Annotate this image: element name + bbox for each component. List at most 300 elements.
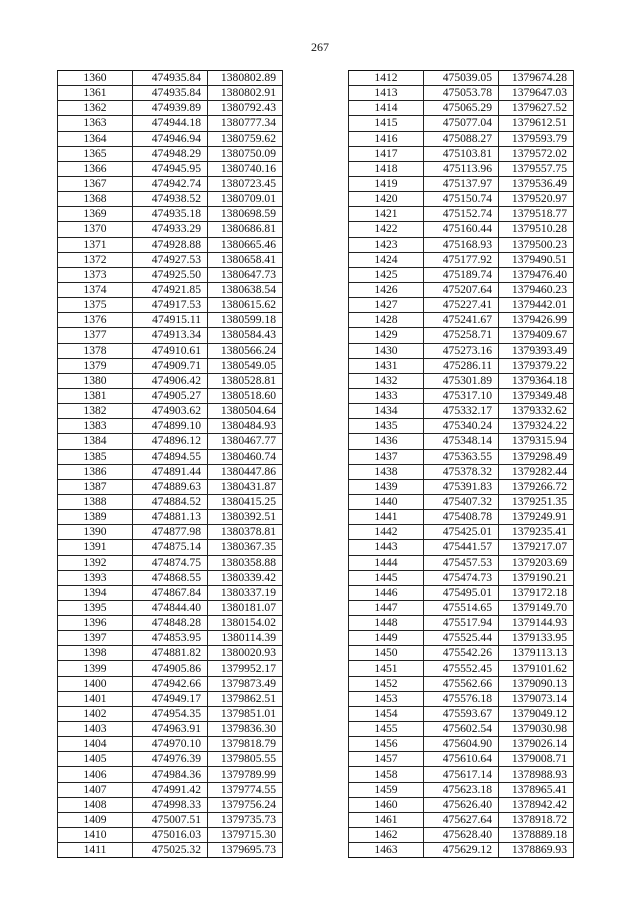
y-coordinate-cell: 1379805.55 [208, 752, 283, 767]
x-coordinate-cell: 474970.10 [133, 737, 208, 752]
x-coordinate-cell: 475340.24 [424, 419, 499, 434]
y-coordinate-cell: 1378965.41 [499, 782, 574, 797]
y-coordinate-cell: 1379030.98 [499, 722, 574, 737]
point-number-cell: 1395 [58, 600, 133, 615]
table-row [58, 237, 283, 252]
table-row [349, 464, 574, 479]
table-row [349, 510, 574, 525]
table-row [349, 525, 574, 540]
point-number-cell: 1438 [349, 464, 424, 479]
y-coordinate-cell: 1379612.51 [499, 116, 574, 131]
y-coordinate-cell: 1379510.28 [499, 222, 574, 237]
table-row [349, 479, 574, 494]
x-coordinate-cell: 474935.84 [133, 71, 208, 86]
table-row [58, 267, 283, 282]
table-row [349, 494, 574, 509]
y-coordinate-cell: 1379349.48 [499, 388, 574, 403]
table-row [349, 691, 574, 706]
x-coordinate-cell: 475152.74 [424, 207, 499, 222]
y-coordinate-cell: 1380460.74 [208, 449, 283, 464]
x-coordinate-cell: 474939.89 [133, 101, 208, 116]
table-row [58, 131, 283, 146]
y-coordinate-cell: 1378869.93 [499, 843, 574, 858]
table-row [58, 737, 283, 752]
x-coordinate-cell: 474903.62 [133, 404, 208, 419]
point-number-cell: 1461 [349, 812, 424, 827]
point-number-cell: 1455 [349, 722, 424, 737]
table-row [349, 146, 574, 161]
point-number-cell: 1431 [349, 358, 424, 373]
x-coordinate-cell: 475525.44 [424, 631, 499, 646]
x-coordinate-cell: 475593.67 [424, 706, 499, 721]
table-row [58, 343, 283, 358]
x-coordinate-cell: 474867.84 [133, 585, 208, 600]
point-number-cell: 1426 [349, 282, 424, 297]
x-coordinate-cell: 475552.45 [424, 661, 499, 676]
x-coordinate-cell: 475301.89 [424, 373, 499, 388]
x-coordinate-cell: 475363.55 [424, 449, 499, 464]
y-coordinate-cell: 1379332.62 [499, 404, 574, 419]
table-row [349, 843, 574, 858]
table-row [349, 449, 574, 464]
y-coordinate-cell: 1379133.95 [499, 631, 574, 646]
x-coordinate-cell: 475065.29 [424, 101, 499, 116]
point-number-cell: 1428 [349, 313, 424, 328]
table-row [58, 722, 283, 737]
x-coordinate-cell: 474875.14 [133, 540, 208, 555]
x-coordinate-cell: 475053.78 [424, 86, 499, 101]
y-coordinate-cell: 1379026.14 [499, 737, 574, 752]
point-number-cell: 1366 [58, 161, 133, 176]
point-number-cell: 1398 [58, 646, 133, 661]
point-number-cell: 1408 [58, 797, 133, 812]
coordinates-table-left [57, 70, 283, 858]
y-coordinate-cell: 1380740.16 [208, 161, 283, 176]
point-number-cell: 1383 [58, 419, 133, 434]
x-coordinate-cell: 475629.12 [424, 843, 499, 858]
point-number-cell: 1414 [349, 101, 424, 116]
x-coordinate-cell: 474905.27 [133, 388, 208, 403]
x-coordinate-cell: 474909.71 [133, 358, 208, 373]
point-number-cell: 1405 [58, 752, 133, 767]
y-coordinate-cell: 1379862.51 [208, 691, 283, 706]
y-coordinate-cell: 1379756.24 [208, 797, 283, 812]
point-number-cell: 1377 [58, 328, 133, 343]
table-row [349, 752, 574, 767]
point-number-cell: 1453 [349, 691, 424, 706]
y-coordinate-cell: 1380665.46 [208, 237, 283, 252]
y-coordinate-cell: 1380792.43 [208, 101, 283, 116]
x-coordinate-cell: 474935.18 [133, 207, 208, 222]
point-number-cell: 1380 [58, 373, 133, 388]
point-number-cell: 1367 [58, 176, 133, 191]
point-number-cell: 1364 [58, 131, 133, 146]
table-row [58, 434, 283, 449]
table-row [349, 646, 574, 661]
table-row [58, 540, 283, 555]
point-number-cell: 1417 [349, 146, 424, 161]
x-coordinate-cell: 474884.52 [133, 494, 208, 509]
y-coordinate-cell: 1380709.01 [208, 192, 283, 207]
point-number-cell: 1406 [58, 767, 133, 782]
point-number-cell: 1445 [349, 570, 424, 585]
point-number-cell: 1396 [58, 616, 133, 631]
x-coordinate-cell: 475150.74 [424, 192, 499, 207]
y-coordinate-cell: 1379282.44 [499, 464, 574, 479]
y-coordinate-cell: 1380723.45 [208, 176, 283, 191]
x-coordinate-cell: 475623.18 [424, 782, 499, 797]
x-coordinate-cell: 475039.05 [424, 71, 499, 86]
y-coordinate-cell: 1379409.67 [499, 328, 574, 343]
x-coordinate-cell: 475408.78 [424, 510, 499, 525]
table-row [349, 192, 574, 207]
table-row [349, 298, 574, 313]
y-coordinate-cell: 1379735.73 [208, 812, 283, 827]
point-number-cell: 1368 [58, 192, 133, 207]
point-number-cell: 1434 [349, 404, 424, 419]
point-number-cell: 1401 [58, 691, 133, 706]
point-number-cell: 1429 [349, 328, 424, 343]
table-row [349, 706, 574, 721]
x-coordinate-cell: 475273.16 [424, 343, 499, 358]
table-row [58, 419, 283, 434]
table-row [58, 676, 283, 691]
x-coordinate-cell: 474848.28 [133, 616, 208, 631]
point-number-cell: 1419 [349, 176, 424, 191]
y-coordinate-cell: 1379873.49 [208, 676, 283, 691]
x-coordinate-cell: 475604.90 [424, 737, 499, 752]
y-coordinate-cell: 1380698.59 [208, 207, 283, 222]
y-coordinate-cell: 1380528.81 [208, 373, 283, 388]
y-coordinate-cell: 1379442.01 [499, 298, 574, 313]
y-coordinate-cell: 1380759.62 [208, 131, 283, 146]
x-coordinate-cell: 475286.11 [424, 358, 499, 373]
x-coordinate-cell: 474984.36 [133, 767, 208, 782]
point-number-cell: 1433 [349, 388, 424, 403]
table-row [349, 828, 574, 843]
point-number-cell: 1452 [349, 676, 424, 691]
table-row [58, 812, 283, 827]
x-coordinate-cell: 474891.44 [133, 464, 208, 479]
point-number-cell: 1384 [58, 434, 133, 449]
table-row [349, 812, 574, 827]
table-row [58, 691, 283, 706]
x-coordinate-cell: 475425.01 [424, 525, 499, 540]
x-coordinate-cell: 474896.12 [133, 434, 208, 449]
x-coordinate-cell: 474942.66 [133, 676, 208, 691]
table-row [349, 282, 574, 297]
x-coordinate-cell: 475626.40 [424, 797, 499, 812]
y-coordinate-cell: 1380599.18 [208, 313, 283, 328]
y-coordinate-cell: 1379774.55 [208, 782, 283, 797]
table-row [349, 388, 574, 403]
x-coordinate-cell: 475207.64 [424, 282, 499, 297]
point-number-cell: 1409 [58, 812, 133, 827]
point-number-cell: 1436 [349, 434, 424, 449]
y-coordinate-cell: 1379557.75 [499, 161, 574, 176]
y-coordinate-cell: 1379217.07 [499, 540, 574, 555]
table-row [58, 585, 283, 600]
point-number-cell: 1379 [58, 358, 133, 373]
y-coordinate-cell: 1379172.18 [499, 585, 574, 600]
table-row [58, 298, 283, 313]
x-coordinate-cell: 475495.01 [424, 585, 499, 600]
point-number-cell: 1415 [349, 116, 424, 131]
x-coordinate-cell: 474917.53 [133, 298, 208, 313]
point-number-cell: 1410 [58, 828, 133, 843]
point-number-cell: 1381 [58, 388, 133, 403]
table-row [58, 282, 283, 297]
y-coordinate-cell: 1379789.99 [208, 767, 283, 782]
table-row [349, 676, 574, 691]
point-number-cell: 1365 [58, 146, 133, 161]
point-number-cell: 1362 [58, 101, 133, 116]
point-number-cell: 1413 [349, 86, 424, 101]
point-number-cell: 1372 [58, 252, 133, 267]
point-number-cell: 1394 [58, 585, 133, 600]
x-coordinate-cell: 475627.64 [424, 812, 499, 827]
x-coordinate-cell: 475088.27 [424, 131, 499, 146]
y-coordinate-cell: 1380750.09 [208, 146, 283, 161]
y-coordinate-cell: 1379315.94 [499, 434, 574, 449]
point-number-cell: 1412 [349, 71, 424, 86]
table-row [58, 71, 283, 86]
point-number-cell: 1385 [58, 449, 133, 464]
table-row [58, 464, 283, 479]
table-row [349, 434, 574, 449]
table-row [58, 116, 283, 131]
y-coordinate-cell: 1379695.73 [208, 843, 283, 858]
y-coordinate-cell: 1379426.99 [499, 313, 574, 328]
table-row [349, 419, 574, 434]
table-row [349, 252, 574, 267]
x-coordinate-cell: 474915.11 [133, 313, 208, 328]
y-coordinate-cell: 1380777.34 [208, 116, 283, 131]
x-coordinate-cell: 474942.74 [133, 176, 208, 191]
x-coordinate-cell: 475517.94 [424, 616, 499, 631]
table-row [349, 313, 574, 328]
table-row [58, 797, 283, 812]
point-number-cell: 1439 [349, 479, 424, 494]
x-coordinate-cell: 475514.65 [424, 600, 499, 615]
y-coordinate-cell: 1378918.72 [499, 812, 574, 827]
point-number-cell: 1440 [349, 494, 424, 509]
x-coordinate-cell: 474938.52 [133, 192, 208, 207]
coordinates-table-right [348, 70, 574, 858]
point-number-cell: 1387 [58, 479, 133, 494]
y-coordinate-cell: 1379393.49 [499, 343, 574, 358]
point-number-cell: 1373 [58, 267, 133, 282]
point-number-cell: 1400 [58, 676, 133, 691]
point-number-cell: 1375 [58, 298, 133, 313]
table-row [58, 631, 283, 646]
x-coordinate-cell: 474881.13 [133, 510, 208, 525]
x-coordinate-cell: 474889.63 [133, 479, 208, 494]
table-row [349, 782, 574, 797]
y-coordinate-cell: 1380467.77 [208, 434, 283, 449]
point-number-cell: 1386 [58, 464, 133, 479]
point-number-cell: 1432 [349, 373, 424, 388]
x-coordinate-cell: 475407.32 [424, 494, 499, 509]
point-number-cell: 1430 [349, 343, 424, 358]
y-coordinate-cell: 1379149.70 [499, 600, 574, 615]
point-number-cell: 1463 [349, 843, 424, 858]
table-row [58, 252, 283, 267]
point-number-cell: 1382 [58, 404, 133, 419]
point-number-cell: 1392 [58, 555, 133, 570]
table-row [58, 570, 283, 585]
y-coordinate-cell: 1378942.42 [499, 797, 574, 812]
table-row [349, 176, 574, 191]
table-row [349, 131, 574, 146]
x-coordinate-cell: 475628.40 [424, 828, 499, 843]
table-row [349, 267, 574, 282]
x-coordinate-cell: 474925.50 [133, 267, 208, 282]
table-row [349, 570, 574, 585]
x-coordinate-cell: 474910.61 [133, 343, 208, 358]
table-row [349, 737, 574, 752]
y-coordinate-cell: 1380647.73 [208, 267, 283, 282]
x-coordinate-cell: 474913.34 [133, 328, 208, 343]
y-coordinate-cell: 1379500.23 [499, 237, 574, 252]
table-row [349, 343, 574, 358]
point-number-cell: 1418 [349, 161, 424, 176]
y-coordinate-cell: 1380378.81 [208, 525, 283, 540]
y-coordinate-cell: 1379049.12 [499, 706, 574, 721]
table-row [349, 555, 574, 570]
x-coordinate-cell: 475617.14 [424, 767, 499, 782]
table-row [58, 388, 283, 403]
x-coordinate-cell: 475602.54 [424, 722, 499, 737]
y-coordinate-cell: 1379144.93 [499, 616, 574, 631]
point-number-cell: 1378 [58, 343, 133, 358]
point-number-cell: 1390 [58, 525, 133, 540]
table-row [349, 540, 574, 555]
y-coordinate-cell: 1380339.42 [208, 570, 283, 585]
x-coordinate-cell: 475007.51 [133, 812, 208, 827]
point-number-cell: 1462 [349, 828, 424, 843]
x-coordinate-cell: 475258.71 [424, 328, 499, 343]
point-number-cell: 1416 [349, 131, 424, 146]
table-row [349, 358, 574, 373]
y-coordinate-cell: 1379715.30 [208, 828, 283, 843]
x-coordinate-cell: 475241.67 [424, 313, 499, 328]
point-number-cell: 1370 [58, 222, 133, 237]
table-row [58, 752, 283, 767]
table-row [58, 782, 283, 797]
table-row [349, 207, 574, 222]
y-coordinate-cell: 1380431.87 [208, 479, 283, 494]
x-coordinate-cell: 475378.32 [424, 464, 499, 479]
table-row [58, 494, 283, 509]
table-row [349, 661, 574, 676]
table-row [58, 555, 283, 570]
x-coordinate-cell: 475137.97 [424, 176, 499, 191]
y-coordinate-cell: 1379593.79 [499, 131, 574, 146]
y-coordinate-cell: 1379203.69 [499, 555, 574, 570]
x-coordinate-cell: 474944.18 [133, 116, 208, 131]
table-row [58, 176, 283, 191]
y-coordinate-cell: 1379251.35 [499, 494, 574, 509]
table-row [58, 843, 283, 858]
x-coordinate-cell: 475113.96 [424, 161, 499, 176]
x-coordinate-cell: 475317.10 [424, 388, 499, 403]
point-number-cell: 1427 [349, 298, 424, 313]
table-row [58, 222, 283, 237]
y-coordinate-cell: 1380638.54 [208, 282, 283, 297]
x-coordinate-cell: 474948.29 [133, 146, 208, 161]
point-number-cell: 1424 [349, 252, 424, 267]
y-coordinate-cell: 1380114.39 [208, 631, 283, 646]
point-number-cell: 1393 [58, 570, 133, 585]
x-coordinate-cell: 475016.03 [133, 828, 208, 843]
x-coordinate-cell: 474877.98 [133, 525, 208, 540]
y-coordinate-cell: 1379364.18 [499, 373, 574, 388]
point-number-cell: 1447 [349, 600, 424, 615]
point-number-cell: 1460 [349, 797, 424, 812]
x-coordinate-cell: 475168.93 [424, 237, 499, 252]
y-coordinate-cell: 1380367.35 [208, 540, 283, 555]
y-coordinate-cell: 1379836.30 [208, 722, 283, 737]
point-number-cell: 1403 [58, 722, 133, 737]
x-coordinate-cell: 474976.39 [133, 752, 208, 767]
y-coordinate-cell: 1379952.17 [208, 661, 283, 676]
table-row [349, 404, 574, 419]
y-coordinate-cell: 1379572.02 [499, 146, 574, 161]
x-coordinate-cell: 475160.44 [424, 222, 499, 237]
point-number-cell: 1458 [349, 767, 424, 782]
table-row [58, 313, 283, 328]
point-number-cell: 1391 [58, 540, 133, 555]
y-coordinate-cell: 1380549.05 [208, 358, 283, 373]
y-coordinate-cell: 1380154.02 [208, 616, 283, 631]
table-row [58, 646, 283, 661]
table-row [349, 767, 574, 782]
point-number-cell: 1422 [349, 222, 424, 237]
x-coordinate-cell: 474906.42 [133, 373, 208, 388]
y-coordinate-cell: 1380484.93 [208, 419, 283, 434]
y-coordinate-cell: 1379235.41 [499, 525, 574, 540]
x-coordinate-cell: 474874.75 [133, 555, 208, 570]
x-coordinate-cell: 474991.42 [133, 782, 208, 797]
table-row [58, 706, 283, 721]
y-coordinate-cell: 1379851.01 [208, 706, 283, 721]
table-row [58, 828, 283, 843]
y-coordinate-cell: 1379627.52 [499, 101, 574, 116]
table-row [349, 616, 574, 631]
x-coordinate-cell: 474933.29 [133, 222, 208, 237]
table-row [349, 71, 574, 86]
x-coordinate-cell: 475457.53 [424, 555, 499, 570]
point-number-cell: 1407 [58, 782, 133, 797]
x-coordinate-cell: 475227.41 [424, 298, 499, 313]
x-coordinate-cell: 474949.17 [133, 691, 208, 706]
y-coordinate-cell: 1380020.93 [208, 646, 283, 661]
x-coordinate-cell: 474927.53 [133, 252, 208, 267]
table-row [349, 600, 574, 615]
y-coordinate-cell: 1379190.21 [499, 570, 574, 585]
y-coordinate-cell: 1380584.43 [208, 328, 283, 343]
point-number-cell: 1402 [58, 706, 133, 721]
point-number-cell: 1448 [349, 616, 424, 631]
point-number-cell: 1420 [349, 192, 424, 207]
point-number-cell: 1421 [349, 207, 424, 222]
point-number-cell: 1443 [349, 540, 424, 555]
y-coordinate-cell: 1380415.25 [208, 494, 283, 509]
point-number-cell: 1441 [349, 510, 424, 525]
point-number-cell: 1425 [349, 267, 424, 282]
x-coordinate-cell: 475348.14 [424, 434, 499, 449]
